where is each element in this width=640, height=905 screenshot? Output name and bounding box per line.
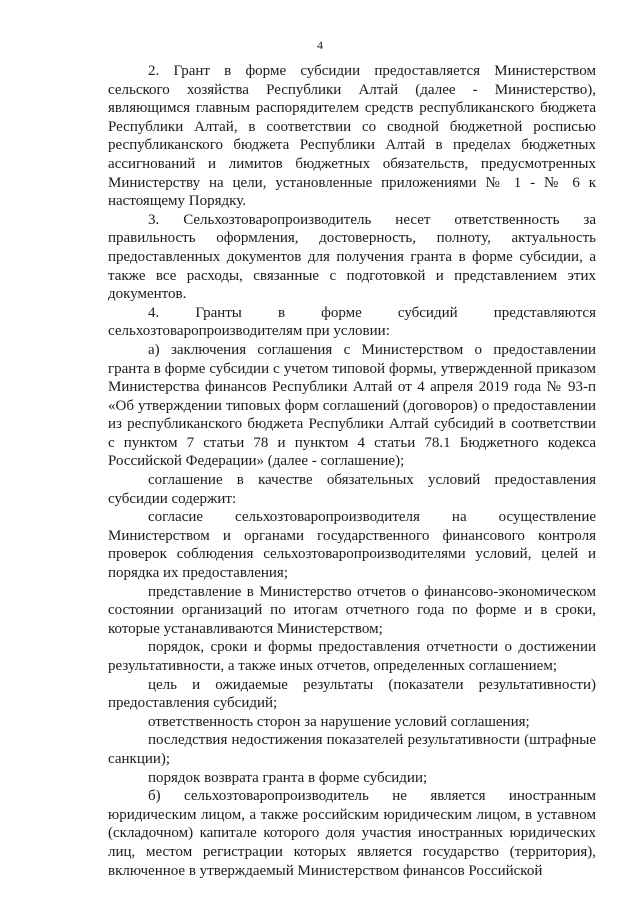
paragraph-clause-3: 3. Сельхозтоваропроизводитель несет ответственность за правильность оформления, достоверность, полноту, актуальность предоставленных документов для получения гранта в форме субсидии, а также все расходы, связанные с подготовкой и представлением этих документов. bbox=[108, 211, 596, 303]
paragraph-responsibility: ответственность сторон за нарушение условий соглашения; bbox=[148, 713, 530, 730]
paragraph-clause-4b: б) сельхозтоваропроизводитель не является иностранным юридическим лицом, а также российским юридическим лицом, в уставном (складочном) капитале которого доля участия иностранных юридических лиц, местом регистрации которых является государство (территория), включенное в утверждаемый Министерством финансов Российской bbox=[108, 788, 596, 879]
page-number: 4 bbox=[317, 38, 323, 52]
paragraph-goals: цель и ожидаемые результаты (показатели результативности) предоставления субсидий; bbox=[108, 676, 596, 712]
document-body bbox=[108, 62, 596, 880]
paragraph-clause-4: 4. Гранты в форме субсидий представляются сельхозтоваропроизводителям при условии: bbox=[108, 304, 596, 340]
paragraph-reporting-order: порядок, сроки и формы предоставления отчетности о достижении результативности, а также иных отчетов, определенных соглашением; bbox=[108, 639, 596, 674]
paragraph-reports: представление в Министерство отчетов о финансово-экономическом состоянии организаций по итогам отчетного года по форме и в сроки, которые устанавливаются Министерством; bbox=[108, 583, 596, 637]
paragraph-refund: порядок возврата гранта в форме субсидии; bbox=[148, 769, 428, 786]
paragraph-consent: согласие сельхозтоваропроизводителя на осуществление Министерством и органами государственного финансового контроля проверок соблюдения сельхозтоваропроизводителями условий, целей и порядка их предоставления; bbox=[108, 509, 596, 582]
paragraph-clause-2: 2. Грант в форме субсидии предоставляется Министерством сельского хозяйства Республики Алтай (далее - Министерство), являющимся главным распорядителем средств республиканского бюджета Республики Алтай, в соответствии со сводной бюджетной росписью республиканского бюджета Республики Алтай в пределах бюджетных ассигнований и лимитов бюджетных обязательств, предусмотренных Министерству на цели, установленные приложениями № 1 - № 6 к настоящему Порядку. bbox=[108, 63, 596, 210]
paragraph-clause-4a: а) заключения соглашения с Министерством о предоставлении гранта в форме субсидии с учетом типовой формы, утвержденной приказом Министерства финансов Республики Алтай от 4 апреля 2019 года № 93-п «Об утверждении типовых форм соглашений (договоров) о предоставлении из республиканского бюджета Республики Алтай субсидий в соответствии с пунктом 7 статьи 78 и пунктом 4 статьи 78.1 Бюджетного кодекса Российской Федерации» (далее - соглашение); bbox=[108, 341, 596, 470]
paragraph-agreement-conditions: соглашение в качестве обязательных условий предоставления субсидии содержит: bbox=[108, 472, 596, 507]
paragraph-consequences: последствия недостижения показателей результативности (штрафные санкции); bbox=[108, 732, 596, 767]
